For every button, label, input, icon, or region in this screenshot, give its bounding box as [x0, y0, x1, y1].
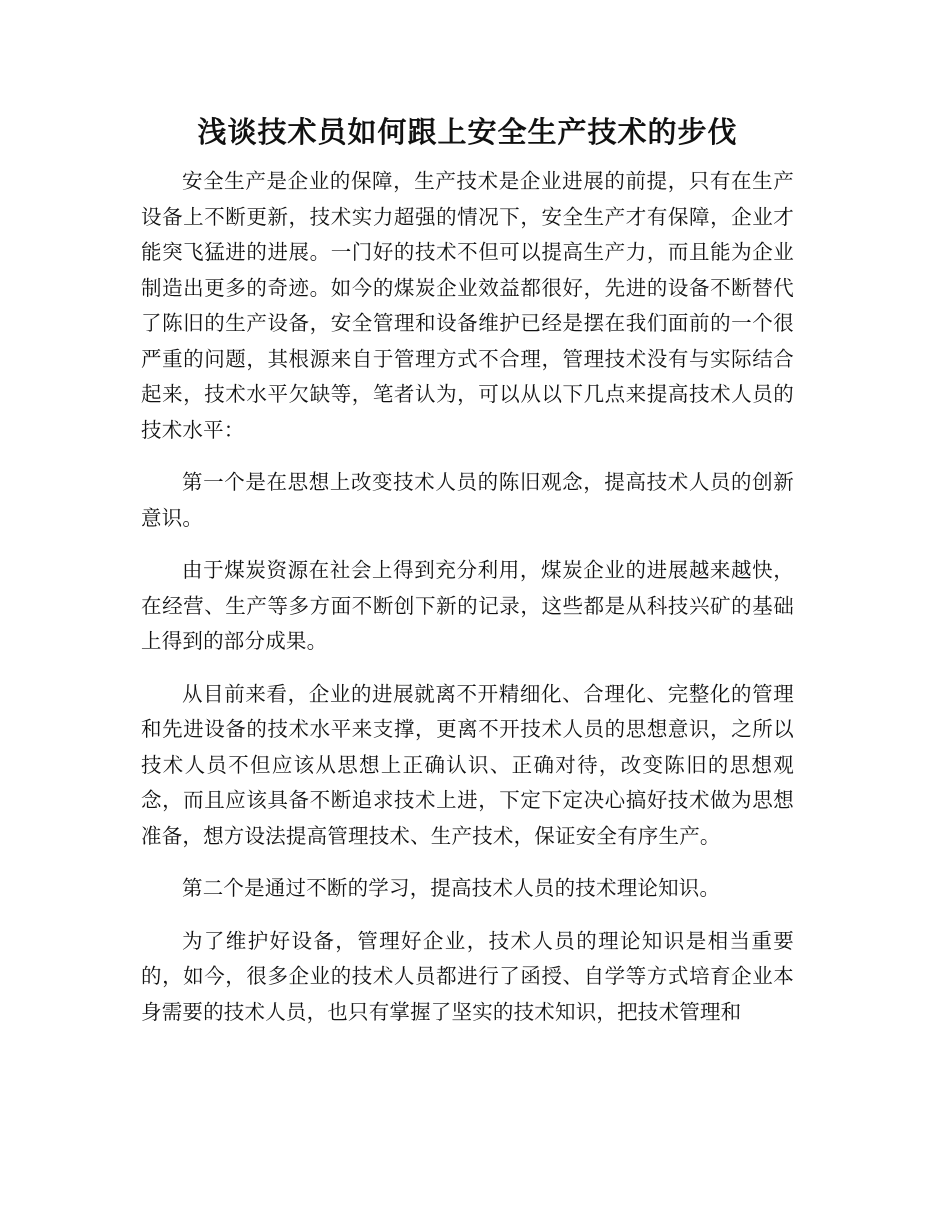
paragraph-coal-progress: 由于煤炭资源在社会上得到充分利用，煤炭企业的进展越来越快，在经营、生产等多方面不断创下新的记录，这些都是从科技兴矿的基础上得到的部分成果。	[141, 558, 794, 653]
paragraph-point-two: 第二个是通过不断的学习，提高技术人员的技术理论知识。	[182, 876, 721, 900]
document-title: 浅谈技术员如何跟上安全生产技术的步伐	[197, 115, 738, 149]
paragraph-current-view: 从目前来看，企业的进展就离不开精细化、合理化、完整化的管理和先进设备的技术水平来支撑，更离不开技术人员的思想意识，之所以技术人员不但应该从思想上正确认识、正确对待，改变陈旧的思想观念，而且应该具备不断追求技术上进，下定下定决心搞好技术做为思想准备，想方设法提高管理技术、生产技术，保证安全有序生产。	[141, 681, 794, 848]
paragraph-intro: 安全生产是企业的保障，生产技术是企业进展的前提，只有在生产设备上不断更新，技术实力超强的情况下，安全生产才有保障，企业才能突飞猛进的进展。一门好的技术不但可以提高生产力，而且能为企业制造出更多的奇迹。如今的煤炭企业效益都很好，先进的设备不断替代了陈旧的生产设备，安全管理和设备维护已经是摆在我们面前的一个很严重的问题，其根源来自于管理方式不合理，管理技术没有与实际结合起来，技术水平欠缺等，笔者认为，可以从以下几点来提高技术人员的技术水平：	[141, 169, 794, 442]
document-page	[141, 112, 794, 1047]
paragraph-point-one: 第一个是在思想上改变技术人员的陈旧观念，提高技术人员的创新意识。	[141, 470, 794, 530]
paragraph-theory-knowledge: 为了维护好设备，管理好企业，技术人员的理论知识是相当重要的，如今，很多企业的技术人员都进行了函授、自学等方式培育企业本身需要的技术人员，也只有掌握了坚实的技术知识，把技术管理和	[141, 928, 794, 1024]
